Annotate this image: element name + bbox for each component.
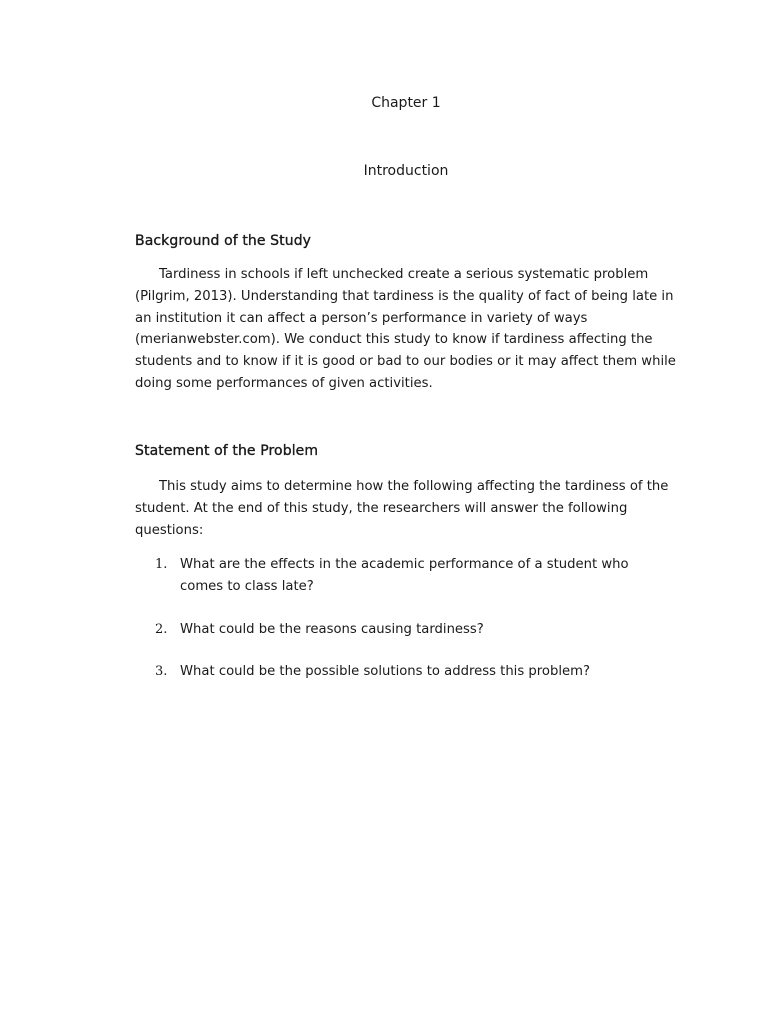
question-text: What could be the possible solutions to address this problem?: [180, 664, 590, 680]
list-item: [155, 661, 665, 683]
list-item: [155, 619, 665, 641]
question-text: What could be the reasons causing tardiness?: [180, 621, 484, 637]
section-title: Introduction: [363, 163, 449, 179]
list-number: 3.: [155, 664, 168, 680]
problem-paragraph: This study aims to determine how the following affecting the tardiness of the student. At the end of this study, the researchers will answer the following questions:: [135, 479, 669, 538]
list-number: 1.: [155, 557, 168, 572]
question-text: What are the effects in the academic performance of a student who comes to class late?: [180, 557, 629, 594]
question-list: [155, 554, 665, 704]
list-number: 2.: [155, 621, 168, 637]
problem-heading: Statement of the Problem: [135, 443, 319, 459]
list-item: [155, 554, 665, 598]
background-paragraph: Tardiness in schools if left unchecked create a serious systematic problem (Pilgrim, 2013). Understanding that tardiness is the quality of fact of being late in an institution it can affect a person’s performance in variety of ways (merianwebster.com). We conduct this study to know if tardiness affecting the students and to know if it is good or bad to our bodies or it may affect them while doing some performances of given activities.: [135, 267, 676, 391]
chapter-title: Chapter 1: [371, 95, 441, 111]
background-heading: Background of the Study: [135, 233, 312, 249]
